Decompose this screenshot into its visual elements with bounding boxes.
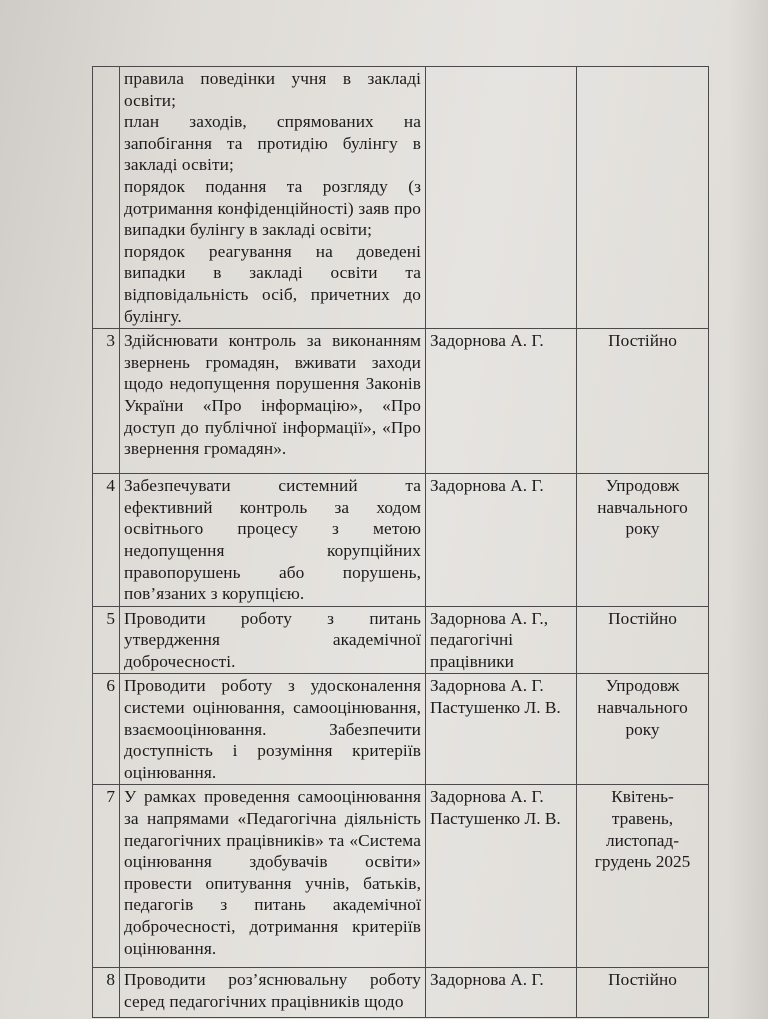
term-cell: Упродовж навчального року	[577, 674, 709, 785]
responsible-cell: Задорнова А. Г.	[426, 329, 577, 474]
row-number: 8	[93, 968, 120, 1018]
responsible-cell: Задорнова А. Г. Пастушенко Л. В.	[426, 785, 577, 968]
task-line: Проводити роз’яснювальну роботу серед педагогічних працівників щодо	[124, 970, 421, 1012]
task-line: правила поведінки учня в закладі освіти;	[124, 69, 421, 110]
table-row	[93, 67, 709, 329]
task-line: Забезпечувати системний та ефективний контроль за ходом освітнього процесу з метою недопущення корупційних правопорушень або порушень, пов’язаних з корупцією.	[124, 476, 421, 604]
responsible-cell: Задорнова А. Г., педагогічні працівники	[426, 606, 577, 674]
table-row	[93, 606, 709, 674]
task-line: порядок реагування на доведені випадки в закладі освіти та відповідальність осіб, причетних до булінгу.	[124, 241, 421, 326]
term-cell	[577, 67, 709, 329]
row-number	[93, 67, 120, 329]
responsible-cell: Задорнова А. Г.	[426, 474, 577, 607]
task-cell	[120, 606, 426, 674]
table-row	[93, 674, 709, 785]
task-cell	[120, 474, 426, 607]
row-number: 4	[93, 474, 120, 607]
task-cell	[120, 329, 426, 474]
row-number: 7	[93, 785, 120, 968]
term-cell: Постійно	[577, 606, 709, 674]
task-cell	[120, 785, 426, 968]
responsible-cell	[426, 67, 577, 329]
task-cell	[120, 67, 426, 329]
term-cell: Постійно	[577, 968, 709, 1018]
table-row	[93, 785, 709, 968]
task-line: Здійснювати контроль за виконанням звернень громадян, вживати заходи щодо недопущення порушення Законів України «Про інформацію», «Про доступ до публічної інформації», «Про звернення громадян».	[124, 331, 421, 459]
responsible-cell: Задорнова А. Г. Пастушенко Л. В.	[426, 674, 577, 785]
task-line: У рамках проведення самооцінювання за напрямами «Педагогічна діяльність педагогічних працівників» та «Система оцінювання здобувачів освіти» провести опитування учнів, батьків, педагогів з питань академічної доброчесності, дотримання критеріїв оцінювання.	[124, 787, 421, 958]
row-number: 3	[93, 329, 120, 474]
term-cell: Упродовж навчального року	[577, 474, 709, 607]
table-row	[93, 329, 709, 474]
table-row	[93, 968, 709, 1018]
responsible-cell: Задорнова А. Г.	[426, 968, 577, 1018]
task-cell	[120, 674, 426, 785]
task-line: Проводити роботу з удосконалення системи оцінювання, самооцінювання, взаємооцінювання. Забезпечити доступність і розуміння критеріїв оцінювання.	[124, 676, 421, 782]
term-cell: Постійно	[577, 329, 709, 474]
row-number: 6	[93, 674, 120, 785]
task-line: план заходів, спрямованих на запобігання та протидію булінгу в закладі освіти;	[124, 112, 421, 175]
task-cell	[120, 968, 426, 1018]
task-line: порядок подання та розгляду (з дотримання конфіденційності) заяв про випадки булінгу в закладі освіти;	[124, 176, 421, 240]
row-number: 5	[93, 606, 120, 674]
term-cell: Квітень-травень, листопад-грудень 2025	[577, 785, 709, 968]
task-line: Проводити роботу з питань утвердження академічної доброчесності.	[124, 608, 421, 671]
table-row	[93, 474, 709, 607]
measures-table	[92, 66, 709, 1018]
